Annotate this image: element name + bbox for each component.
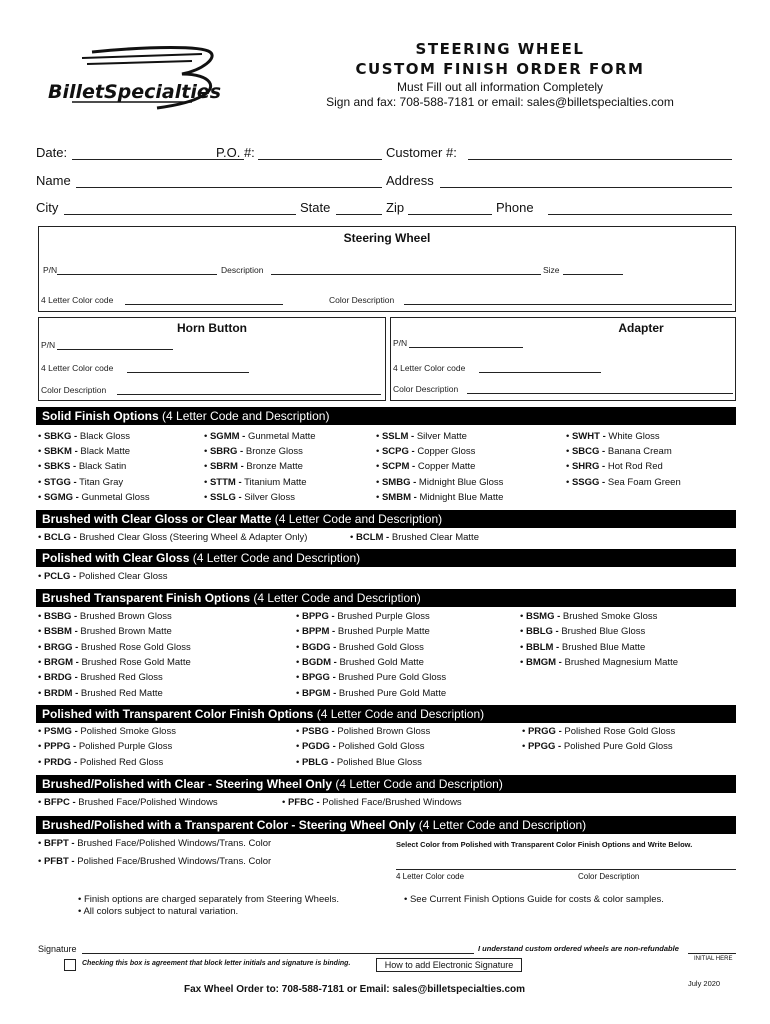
option-pblg: • PBLG - Polished Blue Gloss bbox=[296, 757, 422, 768]
non-refundable-text: I understand custom ordered wheels are non-refundable bbox=[478, 944, 679, 953]
option-sbkm: • SBKM - Black Matte bbox=[38, 446, 131, 457]
ad-color-code-field[interactable] bbox=[479, 372, 601, 373]
state-field[interactable] bbox=[336, 214, 382, 215]
address-label: Address bbox=[386, 173, 434, 188]
adapter-title: Adapter bbox=[618, 321, 664, 335]
instruction-text: Must Fill out all information Completely bbox=[396, 80, 604, 94]
hb-color-desc-field[interactable] bbox=[117, 394, 381, 395]
form-date: July 2020 bbox=[688, 979, 721, 988]
option-brdm: • BRDM - Brushed Red Matte bbox=[38, 688, 163, 699]
ad-color-desc-field[interactable] bbox=[467, 393, 733, 394]
option-shrg: • SHRG - Hot Rod Red bbox=[566, 461, 663, 472]
ad-color-code-label: 4 Letter Color code bbox=[393, 363, 466, 373]
option-smbm: • SMBM - Midnight Blue Matte bbox=[376, 492, 504, 503]
bp-clear-band bbox=[36, 775, 736, 793]
bp-clear-suffix: (4 Letter Code and Description) bbox=[335, 777, 503, 791]
ad-pn-label: P/N bbox=[393, 338, 408, 348]
option-bclm: • BCLM - Brushed Clear Matte bbox=[350, 532, 479, 543]
option-prdg: • PRDG - Polished Red Gloss bbox=[38, 757, 164, 768]
brushed-trans-suffix: (4 Letter Code and Description) bbox=[253, 591, 421, 605]
option-prgg: • PRGG - Polished Rose Gold Gloss bbox=[522, 726, 676, 737]
sw-color-desc-field[interactable] bbox=[404, 304, 732, 305]
option-scpm: • SCPM - Copper Matte bbox=[376, 461, 476, 472]
bp-trans-instruction: Select Color from Polished with Transparent Color Finish Options and Write Below. bbox=[396, 840, 693, 849]
note-guide: • See Current Finish Options Guide for costs & color samples. bbox=[404, 894, 664, 905]
brushed-trans-band bbox=[36, 589, 736, 607]
hb-color-desc-label: Color Description bbox=[41, 385, 107, 395]
option-stgg: • STGG - Titan Gray bbox=[38, 477, 124, 488]
polished-trans-band bbox=[36, 705, 736, 723]
horn-button-title: Horn Button bbox=[177, 321, 247, 335]
option-sbcg: • SBCG - Banana Cream bbox=[566, 446, 672, 457]
option-pgdg: • PGDG - Polished Gold Gloss bbox=[296, 741, 425, 752]
option-sbkg: • SBKG - Black Gloss bbox=[38, 431, 131, 442]
sw-color-desc-label: Color Description bbox=[329, 295, 395, 305]
solid-finish-title: Solid Finish Options bbox=[42, 409, 159, 423]
horn-button-box bbox=[38, 317, 386, 401]
agreement-text: Checking this box is agreement that block letter initials and signature is binding. bbox=[82, 960, 351, 967]
initial-field[interactable] bbox=[688, 953, 736, 954]
contact-text: Sign and fax: 708-588-7181 or email: sales@billetspecialties.com bbox=[326, 95, 674, 109]
row-name bbox=[36, 173, 736, 191]
name-label: Name bbox=[36, 173, 71, 188]
phone-label: Phone bbox=[496, 200, 534, 215]
polished-clear-band bbox=[36, 549, 736, 567]
hb-color-code-label: 4 Letter Color code bbox=[41, 363, 114, 373]
option-psbg: • PSBG - Polished Brown Gloss bbox=[296, 726, 431, 737]
option-swht: • SWHT - White Gloss bbox=[566, 431, 660, 442]
initial-here-label: INITIAL HERE bbox=[694, 956, 733, 962]
sw-color-code-field[interactable] bbox=[125, 304, 283, 305]
form-title-line2: CUSTOM FINISH ORDER FORM bbox=[355, 60, 645, 78]
option-ssgg: • SSGG - Sea Foam Green bbox=[566, 477, 681, 488]
option-sslg: • SSLG - Silver Gloss bbox=[204, 492, 295, 503]
form-title-line1: STEERING WHEEL bbox=[415, 40, 585, 58]
customer-no-label: Customer #: bbox=[386, 145, 457, 160]
hb-pn-field[interactable] bbox=[57, 349, 173, 350]
brushed-clear-band bbox=[36, 510, 736, 528]
sw-color-code-label: 4 Letter Color code bbox=[41, 295, 114, 305]
option-bsmg: • BSMG - Brushed Smoke Gloss bbox=[520, 611, 658, 622]
option-sgmg: • SGMG - Gunmetal Gloss bbox=[38, 492, 150, 503]
fax-line: Fax Wheel Order to: 708-588-7181 or Email: sales@billetspecialties.com bbox=[184, 984, 526, 995]
steering-wheel-box bbox=[38, 226, 736, 312]
phone-field[interactable] bbox=[548, 214, 732, 215]
option-bpgg: • BPGG - Brushed Pure Gold Gloss bbox=[296, 672, 447, 683]
bp-trans-band bbox=[36, 816, 736, 834]
adapter-box bbox=[390, 317, 736, 401]
option-pppg: • PPPG - Polished Purple Gloss bbox=[38, 741, 173, 752]
option-bgdg: • BGDG - Brushed Gold Gloss bbox=[296, 642, 424, 653]
brushed-clear-title: Brushed with Clear Gloss or Clear Matte bbox=[42, 512, 272, 526]
polished-trans-title: Polished with Transparent Color Finish Options bbox=[42, 707, 314, 721]
option-brgm: • BRGM - Brushed Rose Gold Matte bbox=[38, 657, 191, 668]
option-bppm: • BPPM - Brushed Purple Matte bbox=[296, 626, 430, 637]
electronic-signature-button[interactable]: How to add Electronic Signature bbox=[376, 958, 522, 972]
option-bsbm: • BSBM - Brushed Brown Matte bbox=[38, 626, 172, 637]
option-bclg: • BCLG - Brushed Clear Gloss (Steering Wheel & Adapter Only) bbox=[38, 532, 308, 543]
state-label: State bbox=[300, 200, 331, 215]
signature-label: Signature bbox=[38, 944, 77, 954]
bp-clear-title: Brushed/Polished with Clear - Steering Wheel Only bbox=[42, 777, 333, 791]
brushed-clear-suffix: (4 Letter Code and Description) bbox=[274, 512, 443, 526]
brushed-trans-title: Brushed Transparent Finish Options bbox=[42, 591, 251, 605]
ad-pn-field[interactable] bbox=[409, 347, 523, 348]
option-pclg: • PCLG - Polished Clear Gloss bbox=[38, 571, 168, 582]
bp-trans-color-code-label: 4 Letter Color code bbox=[396, 872, 465, 881]
row-date bbox=[36, 145, 736, 163]
note-variation: • All colors subject to natural variation. bbox=[78, 906, 239, 917]
option-bsbg: • BSBG - Brushed Brown Gloss bbox=[38, 611, 172, 622]
customer-no-field[interactable] bbox=[468, 159, 732, 160]
option-bgdm: • BGDM - Brushed Gold Matte bbox=[296, 657, 424, 668]
sw-size-label: Size bbox=[543, 265, 560, 275]
date-label: Date: bbox=[36, 145, 68, 160]
zip-label: Zip bbox=[386, 200, 405, 215]
option-sgmm: • SGMM - Gunmetal Matte bbox=[204, 431, 316, 442]
option-bpgm: • BPGM - Brushed Pure Gold Matte bbox=[296, 688, 447, 699]
sw-pn-label: P/N bbox=[43, 265, 58, 275]
billet-specialties-logo bbox=[42, 44, 252, 114]
hb-pn-label: P/N bbox=[41, 340, 56, 350]
signature-field[interactable] bbox=[82, 953, 474, 954]
row-city bbox=[36, 200, 736, 218]
option-brgg: • BRGG - Brushed Rose Gold Gloss bbox=[38, 642, 191, 653]
option-psmg: • PSMG - Polished Smoke Gloss bbox=[38, 726, 176, 737]
option-bfpt: • BFPT - Brushed Face/Polished Windows/Trans. Color bbox=[38, 838, 272, 849]
agreement-checkbox[interactable] bbox=[64, 959, 76, 971]
solid-finish-band bbox=[36, 407, 736, 425]
option-bfpc: • BFPC - Brushed Face/Polished Windows bbox=[38, 797, 218, 808]
sw-description-field[interactable] bbox=[271, 274, 541, 275]
solid-finish-suffix: (4 Letter Code and Description) bbox=[162, 409, 330, 423]
sw-pn-field[interactable] bbox=[57, 274, 217, 275]
bp-trans-color-desc-label: Color Description bbox=[578, 872, 640, 881]
option-smbg: • SMBG - Midnight Blue Gloss bbox=[376, 477, 504, 488]
note-charged: • Finish options are charged separately from Steering Wheels. bbox=[78, 894, 340, 905]
option-sbks: • SBKS - Black Satin bbox=[38, 461, 127, 472]
option-scpg: • SCPG - Copper Gloss bbox=[376, 446, 476, 457]
name-field[interactable] bbox=[76, 187, 382, 188]
steering-wheel-title: Steering Wheel bbox=[343, 231, 431, 245]
zip-field[interactable] bbox=[408, 214, 492, 215]
bp-trans-title: Brushed/Polished with a Transparent Color - Steering Wheel Only bbox=[42, 818, 416, 832]
address-field[interactable] bbox=[440, 187, 732, 188]
po-field[interactable] bbox=[258, 159, 382, 160]
option-bblg: • BBLG - Brushed Blue Gloss bbox=[520, 626, 646, 637]
city-label: City bbox=[36, 200, 59, 215]
ad-color-desc-label: Color Description bbox=[393, 384, 459, 394]
po-label: P.O. #: bbox=[216, 145, 255, 160]
option-sttm: • STTM - Titanium Matte bbox=[204, 477, 307, 488]
option-sbrm: • SBRM - Bronze Matte bbox=[204, 461, 303, 472]
sw-size-field[interactable] bbox=[563, 274, 623, 275]
sw-description-label: Description bbox=[221, 265, 264, 275]
bp-trans-color-field[interactable] bbox=[396, 869, 736, 870]
option-bppg: • BPPG - Brushed Purple Gloss bbox=[296, 611, 430, 622]
brand-text: BilletSpecialties bbox=[48, 81, 222, 103]
hb-color-code-field[interactable] bbox=[127, 372, 249, 373]
bp-trans-suffix: (4 Letter Code and Description) bbox=[418, 818, 587, 832]
polished-trans-suffix: (4 Letter Code and Description) bbox=[316, 707, 485, 721]
option-sslm: • SSLM - Silver Matte bbox=[376, 431, 467, 442]
option-ppgg: • PPGG - Polished Pure Gold Gloss bbox=[522, 741, 673, 752]
option-bblm: • BBLM - Brushed Blue Matte bbox=[520, 642, 646, 653]
option-bmgm: • BMGM - Brushed Magnesium Matte bbox=[520, 657, 679, 668]
polished-clear-suffix: (4 Letter Code and Description) bbox=[192, 551, 361, 565]
option-pfbt: • PFBT - Polished Face/Brushed Windows/Trans. Color bbox=[38, 856, 272, 867]
option-brdg: • BRDG - Brushed Red Gloss bbox=[38, 672, 163, 683]
city-field[interactable] bbox=[64, 214, 296, 215]
polished-clear-title: Polished with Clear Gloss bbox=[42, 551, 190, 565]
option-sbrg: • SBRG - Bronze Gloss bbox=[204, 446, 303, 457]
option-pfbc: • PFBC - Polished Face/Brushed Windows bbox=[282, 797, 462, 808]
